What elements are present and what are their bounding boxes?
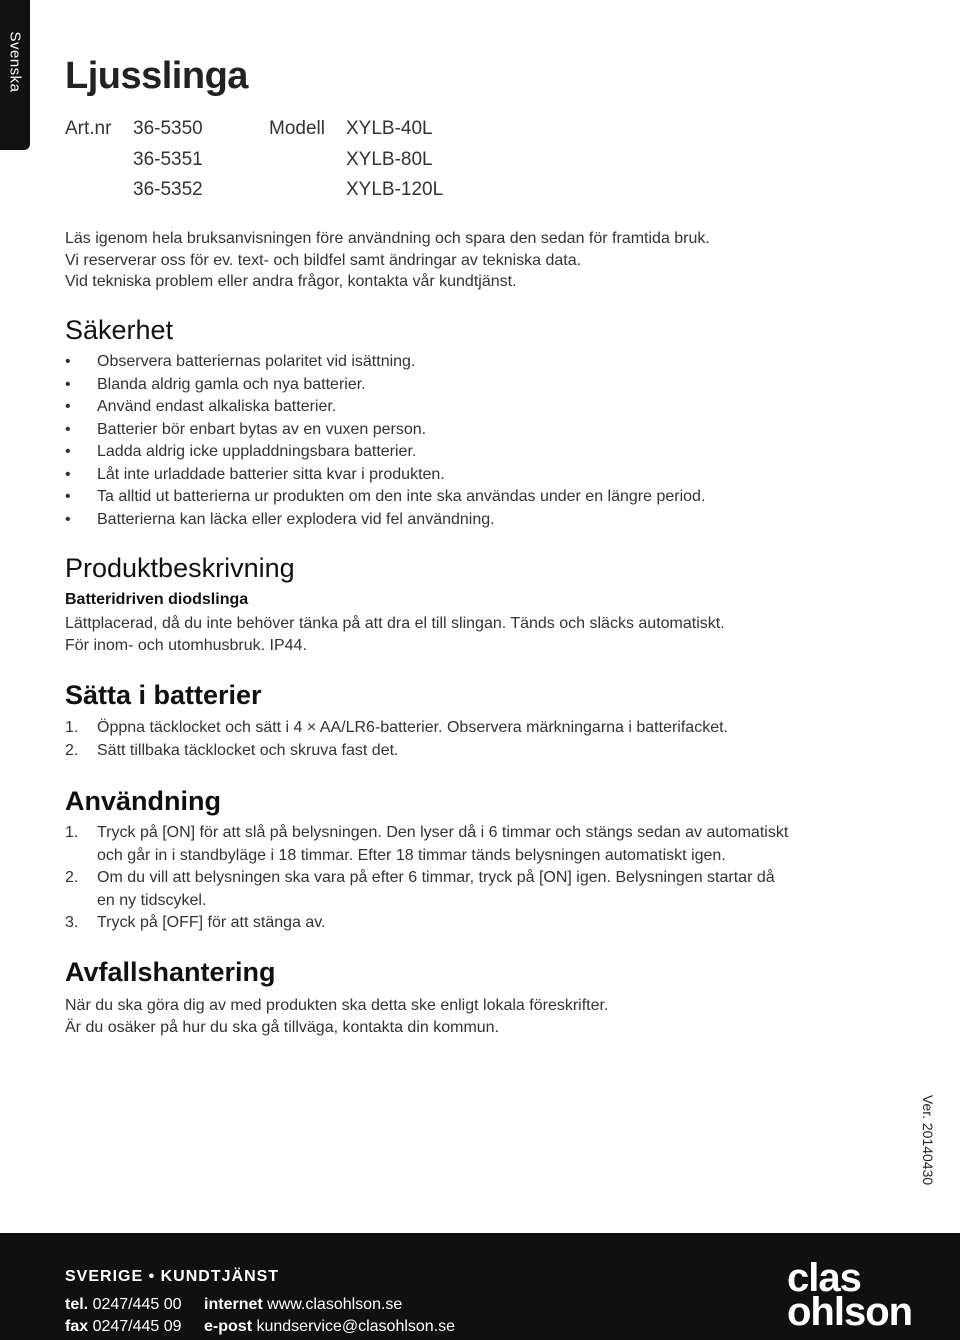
list-item	[65, 867, 788, 912]
list-item-text: Använd endast alkaliska batterier.	[97, 398, 337, 415]
list-item	[65, 441, 705, 464]
waste-heading: Avfallshantering	[65, 957, 276, 987]
product-subheading: Batteridriven diodslinga	[65, 591, 249, 608]
list-item-text: och går in i standbyläge i 18 timmar. Efter 18 timmar tänds belysningen automatiskt igen.	[97, 846, 726, 864]
list-item	[65, 822, 788, 867]
language-tab	[0, 0, 30, 150]
list-item	[65, 396, 705, 419]
intro-text	[65, 228, 710, 293]
article-row	[65, 176, 665, 207]
intro-line: Vi reserverar oss för ev. text- och bildfel samt ändringar av tekniska data.	[65, 251, 582, 269]
usage-list	[65, 822, 788, 935]
list-item-text: Om du vill att belysningen ska vara på efter 6 timmar, tryck på [ON] igen. Belysningen startar då	[97, 869, 775, 886]
list-item-text: Batterier bör enbart bytas av en vuxen person.	[97, 420, 427, 438]
bullet-icon: •	[65, 488, 71, 505]
list-item-text: Ladda aldrig icke uppladdningsbara batterier.	[97, 443, 417, 460]
list-item-text: Tryck på [OFF] för att stänga av.	[97, 914, 326, 931]
logo-line: ohlson	[787, 1290, 913, 1334]
tel-number: 0247/445 00	[92, 1296, 182, 1313]
step-number: 1.	[65, 719, 79, 736]
list-item-text: Öppna täcklocket och sätt i 4 × AA/LR6-batterier. Observera märkningarna i batterifacket.	[97, 719, 728, 736]
page-title: Ljusslinga	[65, 55, 248, 97]
model-name: XYLB-80L	[346, 148, 433, 170]
usage-heading: Användning	[65, 786, 221, 816]
list-item-text: Sätt tillbaka täcklocket och skruva fast det.	[97, 741, 399, 759]
website-link[interactable]: www.clasohlson.se	[267, 1296, 403, 1313]
step-number: 2.	[65, 869, 79, 886]
list-item-text: en ny tidscykel.	[97, 891, 207, 909]
product-heading: Produktbeskrivning	[65, 553, 295, 583]
list-item-text: Batterierna kan läcka eller explodera vid fel användning.	[97, 510, 495, 528]
model-name: XYLB-40L	[346, 118, 433, 139]
internet-label: internet	[204, 1296, 263, 1313]
tel-label: tel.	[65, 1296, 89, 1313]
art-nr: 36-5351	[133, 148, 203, 170]
model-name: XYLB-120L	[346, 179, 444, 200]
step-number: 3.	[65, 914, 79, 931]
list-item	[65, 419, 705, 442]
list-item-text: Ta alltid ut batterierna ur produkten om den inte ska användas under en längre period.	[97, 488, 706, 505]
email-link[interactable]: kundservice@clasohlson.se	[256, 1318, 456, 1335]
email-label: e-post	[204, 1318, 253, 1335]
model-label: Modell	[269, 118, 325, 139]
list-item-text: Blanda aldrig gamla och nya batterier.	[97, 375, 366, 393]
article-row	[65, 115, 665, 146]
footer	[0, 1233, 960, 1340]
language-label: Svenska	[6, 31, 24, 93]
bullet-icon: •	[65, 420, 71, 438]
version-label: Ver. 20140430	[920, 1094, 936, 1186]
batteries-heading: Sätta i batterier	[65, 680, 262, 710]
article-table	[65, 115, 665, 207]
fax-number: 0247/445 09	[92, 1318, 182, 1335]
list-item	[65, 374, 705, 397]
art-nr: 36-5350	[133, 118, 203, 139]
list-item	[65, 912, 788, 935]
paragraph-line: För inom- och utomhusbruk. IP44.	[65, 637, 307, 654]
footer-contact-line	[65, 1296, 402, 1314]
intro-line: Läs igenom hela bruksanvisningen före användning och spara den sedan för framtida bruk.	[65, 230, 710, 247]
waste-text	[65, 995, 608, 1039]
bullet-icon: •	[65, 443, 71, 460]
safety-list	[65, 351, 705, 531]
footer-contact-line	[65, 1318, 455, 1336]
paragraph-line: När du ska göra dig av med produkten ska detta ske enligt lokala föreskrifter.	[65, 997, 609, 1014]
batteries-list	[65, 717, 728, 762]
fax-label: fax	[65, 1318, 89, 1335]
bullet-icon: •	[65, 398, 71, 415]
safety-heading: Säkerhet	[65, 315, 174, 345]
product-description	[65, 613, 725, 657]
list-item	[65, 717, 728, 740]
bullet-icon: •	[65, 465, 71, 483]
step-number: 2.	[65, 741, 79, 759]
logo-line: clas	[787, 1256, 861, 1300]
footer-heading: SVERIGE • KUNDTJÄNST	[65, 1268, 280, 1285]
list-item-text: Tryck på [ON] för att slå på belysningen. Den lyser då i 6 timmar och stängs sedan av automatiskt	[97, 824, 789, 841]
list-item	[65, 351, 705, 374]
art-nr-label: Art.nr	[65, 118, 112, 139]
art-nr: 36-5352	[133, 179, 203, 200]
paragraph-line: Lättplacerad, då du inte behöver tänka på att dra el till slingan. Tänds och släcks automatiskt.	[65, 615, 725, 632]
bullet-icon: •	[65, 375, 71, 393]
paragraph-line: Är du osäker på hur du ska gå tillväga, kontakta din kommun.	[65, 1019, 500, 1036]
bullet-icon: •	[65, 510, 71, 528]
clas-ohlson-logo	[787, 1256, 913, 1334]
list-item	[65, 464, 705, 487]
list-item-text: Låt inte urladdade batterier sitta kvar i produkten.	[97, 465, 445, 483]
list-item-text: Observera batteriernas polaritet vid isättning.	[97, 353, 416, 370]
list-item	[65, 740, 728, 763]
list-item	[65, 509, 705, 532]
intro-line: Vid tekniska problem eller andra frågor, kontakta vår kundtjänst.	[65, 273, 517, 290]
step-number: 1.	[65, 824, 79, 841]
list-item	[65, 486, 705, 509]
article-row	[65, 146, 665, 177]
bullet-icon: •	[65, 353, 71, 370]
